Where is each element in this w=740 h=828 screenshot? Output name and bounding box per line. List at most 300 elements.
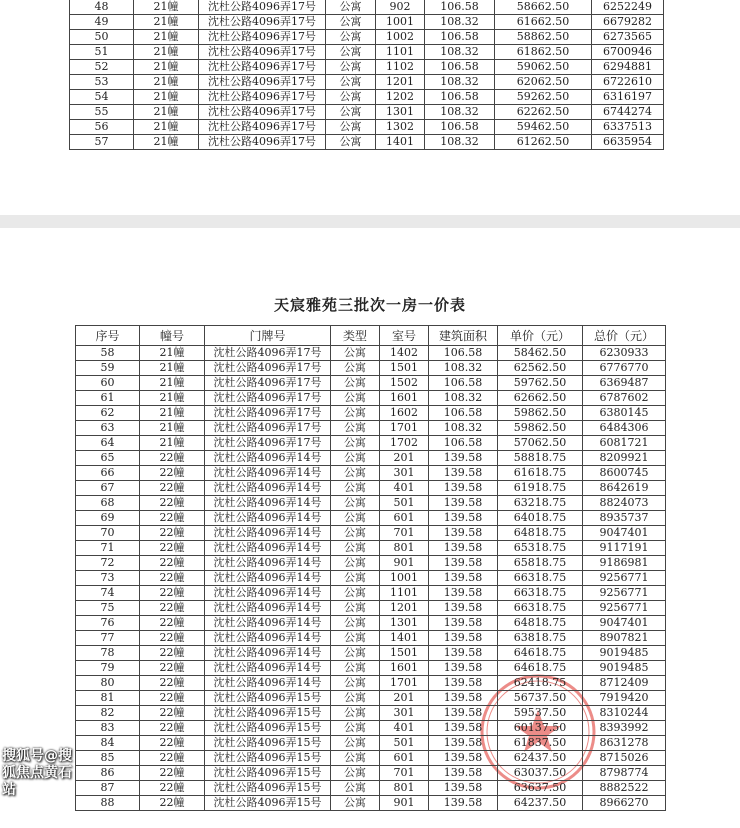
table-cell: 公寓: [331, 706, 380, 721]
table-cell: 81: [76, 691, 140, 706]
document-page-2: [0, 228, 740, 828]
table-cell: 63: [76, 421, 140, 436]
table-cell: 6081721: [583, 436, 666, 451]
table-cell: 139.58: [429, 586, 498, 601]
table-cell: 1002: [376, 30, 425, 45]
table-cell: 106.58: [425, 120, 495, 135]
table-cell: 58662.50: [495, 0, 592, 15]
table-cell: 139.58: [429, 631, 498, 646]
table-cell: 公寓: [331, 766, 380, 781]
table-row: [70, 15, 664, 30]
table-cell: 6252249: [592, 0, 664, 15]
table-cell: 65818.75: [498, 556, 583, 571]
table-cell: 22幢: [140, 706, 205, 721]
table-cell: 8631278: [583, 736, 666, 751]
table-cell: 139.58: [429, 601, 498, 616]
table-cell: 22幢: [140, 691, 205, 706]
table-cell: 58818.75: [498, 451, 583, 466]
table-cell: 公寓: [331, 466, 380, 481]
table-cell: 139.58: [429, 796, 498, 811]
table-cell: 64: [76, 436, 140, 451]
table-row: [76, 601, 666, 616]
table-cell: 901: [380, 556, 429, 571]
table-cell: 83: [76, 721, 140, 736]
table-cell: 22幢: [140, 721, 205, 736]
table-cell: 79: [76, 661, 140, 676]
table-cell: 139.58: [429, 691, 498, 706]
table-cell: 64818.75: [498, 616, 583, 631]
table-cell: 139.58: [429, 526, 498, 541]
table-cell: 公寓: [331, 481, 380, 496]
table-cell: 沈杜公路4096弄14号: [205, 541, 331, 556]
table-cell: 公寓: [326, 15, 376, 30]
table-cell: 59862.50: [498, 421, 583, 436]
table-cell: 1602: [380, 406, 429, 421]
table-cell: 7919420: [583, 691, 666, 706]
table-cell: 1701: [380, 676, 429, 691]
table-cell: 8209921: [583, 451, 666, 466]
table-cell: 401: [380, 481, 429, 496]
table-cell: 沈杜公路4096弄14号: [205, 451, 331, 466]
table-row: [76, 766, 666, 781]
table-cell: 21幢: [140, 406, 205, 421]
table-cell: 21幢: [134, 0, 199, 15]
table-cell: 公寓: [331, 586, 380, 601]
table-cell: 8600745: [583, 466, 666, 481]
table-cell: 22幢: [140, 646, 205, 661]
table-cell: 1601: [380, 661, 429, 676]
table-cell: 公寓: [326, 75, 376, 90]
table-cell: 69: [76, 511, 140, 526]
table-cell: 65: [76, 451, 140, 466]
table-cell: 6369487: [583, 376, 666, 391]
table-cell: 22幢: [140, 451, 205, 466]
table-cell: 公寓: [331, 436, 380, 451]
table-row: [70, 0, 664, 15]
table-cell: 6787602: [583, 391, 666, 406]
column-header: 室号: [380, 326, 429, 346]
table-cell: 沈杜公路4096弄17号: [199, 135, 326, 150]
table-cell: 1301: [380, 616, 429, 631]
table-cell: 公寓: [331, 676, 380, 691]
table-cell: 公寓: [331, 556, 380, 571]
table-row: [70, 105, 664, 120]
table-cell: 139.58: [429, 751, 498, 766]
table-cell: 公寓: [326, 105, 376, 120]
table-cell: 公寓: [331, 541, 380, 556]
table-cell: 84: [76, 736, 140, 751]
table-cell: 沈杜公路4096弄17号: [205, 376, 331, 391]
table-cell: 公寓: [331, 496, 380, 511]
table-cell: 21幢: [134, 105, 199, 120]
table-row: [70, 120, 664, 135]
table-cell: 108.32: [429, 421, 498, 436]
table-cell: 66318.75: [498, 571, 583, 586]
table-cell: 公寓: [331, 736, 380, 751]
table-cell: 61618.75: [498, 466, 583, 481]
table-cell: 301: [380, 706, 429, 721]
table-cell: 58862.50: [495, 30, 592, 45]
table-cell: 8310244: [583, 706, 666, 721]
table-cell: 68: [76, 496, 140, 511]
table-cell: 75: [76, 601, 140, 616]
table-cell: 139.58: [429, 466, 498, 481]
table-cell: 22幢: [140, 766, 205, 781]
table-row: [76, 781, 666, 796]
table-cell: 61862.50: [495, 45, 592, 60]
table-cell: 59: [76, 361, 140, 376]
table-cell: 63037.50: [498, 766, 583, 781]
table-cell: 6776770: [583, 361, 666, 376]
table-row: [76, 481, 666, 496]
table-cell: 901: [380, 796, 429, 811]
table-cell: 139.58: [429, 781, 498, 796]
table-cell: 139.58: [429, 736, 498, 751]
table-cell: 139.58: [429, 571, 498, 586]
table-cell: 沈杜公路4096弄14号: [205, 526, 331, 541]
table-cell: 73: [76, 571, 140, 586]
table-cell: 63218.75: [498, 496, 583, 511]
table-cell: 139.58: [429, 706, 498, 721]
table-cell: 59762.50: [498, 376, 583, 391]
table-row: [76, 346, 666, 361]
table-cell: 106.58: [429, 376, 498, 391]
table-cell: 沈杜公路4096弄15号: [205, 766, 331, 781]
table-cell: 沈杜公路4096弄15号: [205, 721, 331, 736]
table-cell: 139.58: [429, 616, 498, 631]
table-cell: 71: [76, 541, 140, 556]
table-row: [76, 706, 666, 721]
table-cell: 9256771: [583, 586, 666, 601]
table-cell: 沈杜公路4096弄17号: [205, 361, 331, 376]
table-cell: 22幢: [140, 466, 205, 481]
table-cell: 106.58: [425, 30, 495, 45]
table-cell: 公寓: [331, 391, 380, 406]
table-cell: 8882522: [583, 781, 666, 796]
table-cell: 106.58: [425, 60, 495, 75]
table-cell: 301: [380, 466, 429, 481]
table-cell: 8642619: [583, 481, 666, 496]
table-cell: 61918.75: [498, 481, 583, 496]
table-cell: 108.32: [425, 45, 495, 60]
table-cell: 沈杜公路4096弄17号: [199, 45, 326, 60]
table-cell: 9047401: [583, 526, 666, 541]
table-cell: 6230933: [583, 346, 666, 361]
table-row: [76, 646, 666, 661]
table-cell: 沈杜公路4096弄17号: [199, 0, 326, 15]
table-cell: 21幢: [140, 361, 205, 376]
table-cell: 公寓: [331, 451, 380, 466]
table-cell: 公寓: [331, 721, 380, 736]
table-cell: 87: [76, 781, 140, 796]
table-cell: 76: [76, 616, 140, 631]
table-cell: 22幢: [140, 586, 205, 601]
table-cell: 6294881: [592, 60, 664, 75]
table-cell: 53: [70, 75, 134, 90]
table-header-row: [76, 326, 666, 346]
table-cell: 公寓: [326, 90, 376, 105]
table-cell: 201: [380, 691, 429, 706]
table-cell: 401: [380, 721, 429, 736]
table-row: [70, 90, 664, 105]
table-row: [76, 526, 666, 541]
table-cell: 106.58: [429, 436, 498, 451]
table-cell: 54: [70, 90, 134, 105]
table-cell: 公寓: [326, 60, 376, 75]
table-cell: 1201: [376, 75, 425, 90]
table-cell: 501: [380, 496, 429, 511]
table-cell: 沈杜公路4096弄14号: [205, 556, 331, 571]
table-cell: 21幢: [134, 15, 199, 30]
table-cell: 沈杜公路4096弄15号: [205, 706, 331, 721]
table-cell: 沈杜公路4096弄14号: [205, 466, 331, 481]
table-cell: 65318.75: [498, 541, 583, 556]
column-header: 幢号: [140, 326, 205, 346]
table-cell: 62062.50: [495, 75, 592, 90]
table-cell: 139.58: [429, 661, 498, 676]
table-cell: 22幢: [140, 526, 205, 541]
table-cell: 80: [76, 676, 140, 691]
table-cell: 55: [70, 105, 134, 120]
price-table-continued: [69, 0, 664, 150]
table-cell: 9047401: [583, 616, 666, 631]
table-cell: 108.32: [425, 75, 495, 90]
table-cell: 8798774: [583, 766, 666, 781]
table-cell: 106.58: [429, 346, 498, 361]
table-cell: 22幢: [140, 571, 205, 586]
table-cell: 公寓: [331, 646, 380, 661]
table-cell: 22幢: [140, 601, 205, 616]
table-cell: 9019485: [583, 646, 666, 661]
table-row: [76, 586, 666, 601]
table-row: [76, 406, 666, 421]
table-cell: 1501: [380, 361, 429, 376]
table-cell: 公寓: [331, 601, 380, 616]
table-cell: 9019485: [583, 661, 666, 676]
table-cell: 沈杜公路4096弄14号: [205, 646, 331, 661]
column-header: 建筑面积: [429, 326, 498, 346]
table-cell: 59462.50: [495, 120, 592, 135]
table-cell: 6380145: [583, 406, 666, 421]
table-cell: 8907821: [583, 631, 666, 646]
table-cell: 139.58: [429, 721, 498, 736]
table-cell: 1401: [380, 631, 429, 646]
table-cell: 公寓: [326, 30, 376, 45]
table-cell: 22幢: [140, 481, 205, 496]
table-row: [76, 466, 666, 481]
table-cell: 57062.50: [498, 436, 583, 451]
table-row: [76, 721, 666, 736]
table-cell: 601: [380, 751, 429, 766]
table-cell: 9186981: [583, 556, 666, 571]
table-cell: 沈杜公路4096弄14号: [205, 661, 331, 676]
table-cell: 沈杜公路4096弄17号: [205, 436, 331, 451]
table-cell: 沈杜公路4096弄17号: [199, 75, 326, 90]
table-cell: 85: [76, 751, 140, 766]
watermark: 搜狐号@搜狐焦点黄石站: [2, 748, 72, 798]
table-row: [76, 511, 666, 526]
table-cell: 1601: [380, 391, 429, 406]
table-cell: 108.32: [429, 391, 498, 406]
table-cell: 公寓: [331, 631, 380, 646]
table-cell: 沈杜公路4096弄17号: [199, 60, 326, 75]
table-cell: 1401: [376, 135, 425, 150]
table-cell: 22幢: [140, 541, 205, 556]
table-cell: 1302: [376, 120, 425, 135]
table-cell: 902: [376, 0, 425, 15]
table-cell: 1202: [376, 90, 425, 105]
column-header: 序号: [76, 326, 140, 346]
table-cell: 9256771: [583, 571, 666, 586]
table-cell: 801: [380, 541, 429, 556]
column-header: 门牌号: [205, 326, 331, 346]
table-cell: 61837.50: [498, 736, 583, 751]
table-cell: 139.58: [429, 676, 498, 691]
table-cell: 64237.50: [498, 796, 583, 811]
table-cell: 21幢: [140, 376, 205, 391]
table-cell: 1502: [380, 376, 429, 391]
table-cell: 22幢: [140, 751, 205, 766]
table-cell: 1402: [380, 346, 429, 361]
table-row: [76, 451, 666, 466]
table-cell: 57: [70, 135, 134, 150]
table-cell: 61262.50: [495, 135, 592, 150]
table-cell: 52: [70, 60, 134, 75]
table-cell: 9117191: [583, 541, 666, 556]
table-cell: 82: [76, 706, 140, 721]
table-row: [76, 376, 666, 391]
document-page-1: [0, 0, 740, 215]
table-cell: 22幢: [140, 796, 205, 811]
table-cell: 21幢: [134, 135, 199, 150]
table-cell: 沈杜公路4096弄14号: [205, 511, 331, 526]
table-cell: 公寓: [331, 361, 380, 376]
table-cell: 22幢: [140, 496, 205, 511]
table-cell: 106.58: [425, 0, 495, 15]
table-cell: 公寓: [331, 421, 380, 436]
table-cell: 公寓: [331, 526, 380, 541]
column-header: 总价（元）: [583, 326, 666, 346]
table-cell: 8715026: [583, 751, 666, 766]
table-cell: 64618.75: [498, 646, 583, 661]
table-cell: 1101: [376, 45, 425, 60]
table-cell: 59537.50: [498, 706, 583, 721]
table-cell: 21幢: [134, 75, 199, 90]
table-cell: 70: [76, 526, 140, 541]
table-cell: 139.58: [429, 451, 498, 466]
table-cell: 59062.50: [495, 60, 592, 75]
table-cell: 64018.75: [498, 511, 583, 526]
table-cell: 1701: [380, 421, 429, 436]
table-cell: 8393992: [583, 721, 666, 736]
table-cell: 8712409: [583, 676, 666, 691]
table-cell: 60137.50: [498, 721, 583, 736]
table-cell: 601: [380, 511, 429, 526]
table-cell: 51: [70, 45, 134, 60]
table-row: [76, 436, 666, 451]
table-cell: 6722610: [592, 75, 664, 90]
table-cell: 139.58: [429, 541, 498, 556]
table-cell: 沈杜公路4096弄15号: [205, 781, 331, 796]
table-row: [76, 661, 666, 676]
table-cell: 59262.50: [495, 90, 592, 105]
table-cell: 64618.75: [498, 661, 583, 676]
table-cell: 77: [76, 631, 140, 646]
table-row: [70, 30, 664, 45]
table-cell: 106.58: [429, 406, 498, 421]
table-cell: 6744274: [592, 105, 664, 120]
table-cell: 106.58: [425, 90, 495, 105]
table-cell: 21幢: [134, 45, 199, 60]
table-cell: 公寓: [331, 661, 380, 676]
table-cell: 66318.75: [498, 601, 583, 616]
column-header: 单价（元）: [498, 326, 583, 346]
table-cell: 701: [380, 766, 429, 781]
table-cell: 9256771: [583, 601, 666, 616]
table-cell: 公寓: [331, 406, 380, 421]
table-cell: 62562.50: [498, 361, 583, 376]
table-cell: 6635954: [592, 135, 664, 150]
table-cell: 108.32: [425, 15, 495, 30]
table-cell: 公寓: [326, 45, 376, 60]
table-cell: 701: [380, 526, 429, 541]
table-cell: 1702: [380, 436, 429, 451]
table-cell: 62418.75: [498, 676, 583, 691]
table-cell: 公寓: [331, 751, 380, 766]
table-cell: 6700946: [592, 45, 664, 60]
table-row: [76, 751, 666, 766]
table-cell: 沈杜公路4096弄14号: [205, 496, 331, 511]
table-cell: 沈杜公路4096弄17号: [205, 406, 331, 421]
table-cell: 59862.50: [498, 406, 583, 421]
table-cell: 6337513: [592, 120, 664, 135]
table-cell: 公寓: [331, 691, 380, 706]
table-cell: 801: [380, 781, 429, 796]
table-cell: 139.58: [429, 481, 498, 496]
table-cell: 沈杜公路4096弄17号: [205, 391, 331, 406]
table-cell: 61: [76, 391, 140, 406]
table-cell: 74: [76, 586, 140, 601]
table-cell: 139.58: [429, 496, 498, 511]
table-cell: 6484306: [583, 421, 666, 436]
table-cell: 公寓: [326, 0, 376, 15]
table-cell: 62: [76, 406, 140, 421]
table-cell: 1201: [380, 601, 429, 616]
table-row: [76, 691, 666, 706]
table-cell: 139.58: [429, 511, 498, 526]
table-cell: 沈杜公路4096弄17号: [199, 15, 326, 30]
table-cell: 22幢: [140, 661, 205, 676]
table-cell: 67: [76, 481, 140, 496]
table-cell: 公寓: [331, 376, 380, 391]
table-cell: 沈杜公路4096弄17号: [199, 30, 326, 45]
table-cell: 501: [380, 736, 429, 751]
table-cell: 108.32: [425, 105, 495, 120]
table-cell: 72: [76, 556, 140, 571]
table-cell: 沈杜公路4096弄17号: [199, 120, 326, 135]
table-cell: 6316197: [592, 90, 664, 105]
table-row: [76, 676, 666, 691]
table-row: [76, 391, 666, 406]
table-cell: 139.58: [429, 766, 498, 781]
table-cell: 公寓: [326, 135, 376, 150]
table-cell: 56: [70, 120, 134, 135]
table-cell: 108.32: [425, 135, 495, 150]
table-cell: 21幢: [134, 60, 199, 75]
table-cell: 公寓: [331, 796, 380, 811]
table-cell: 86: [76, 766, 140, 781]
price-table: [75, 325, 666, 811]
